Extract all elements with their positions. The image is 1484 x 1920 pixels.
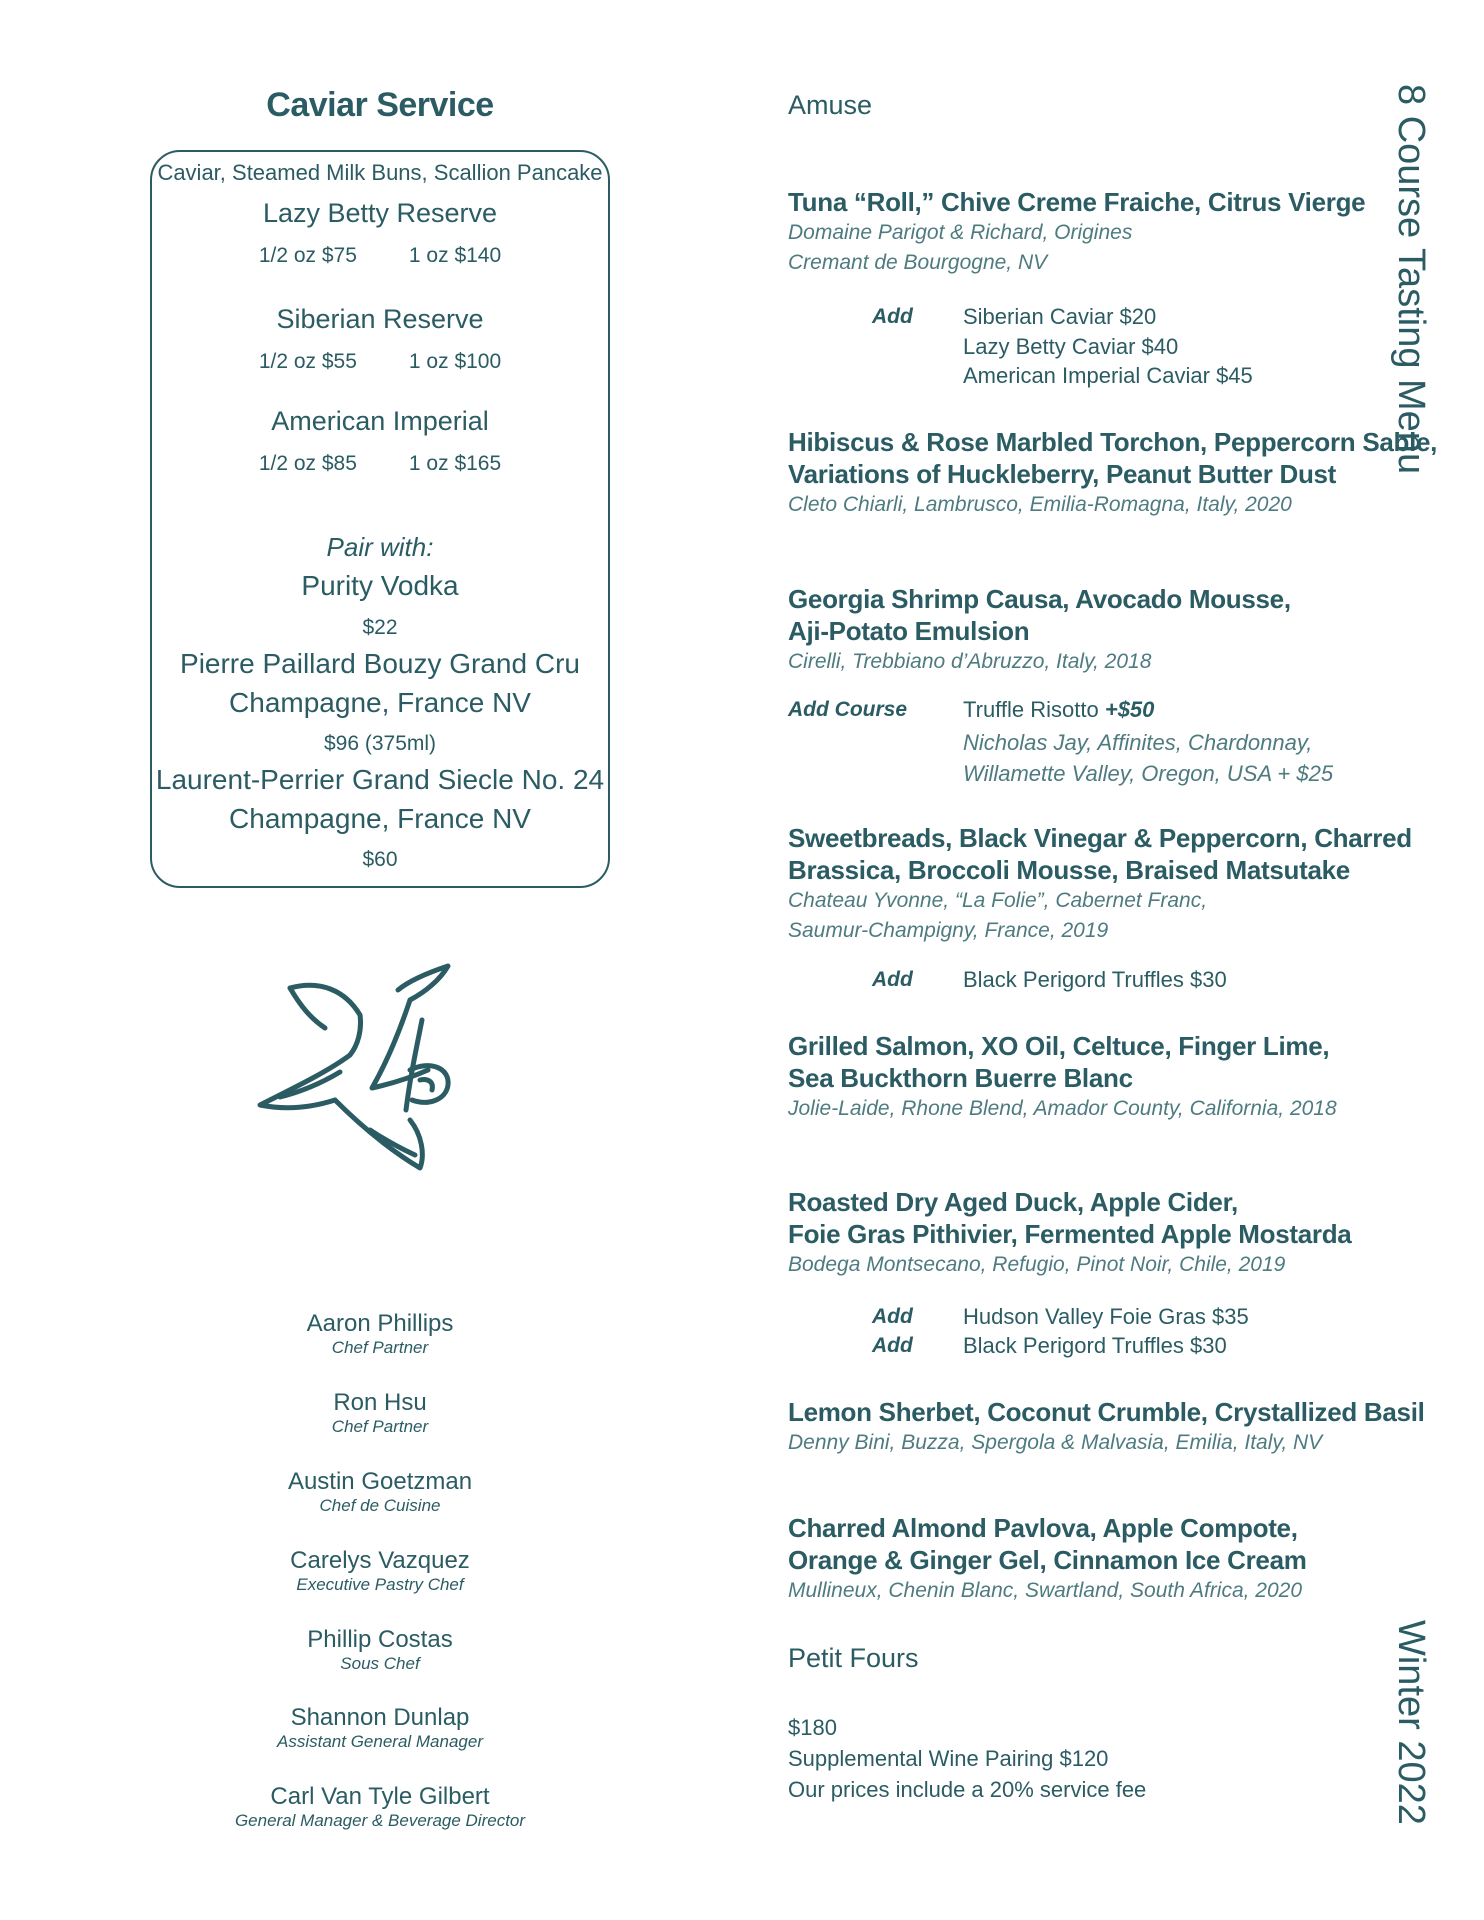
staff-role: Sous Chef bbox=[340, 1654, 420, 1673]
caviar-service-box bbox=[150, 150, 610, 888]
wine-pairing: Saumur-Champigny, France, 2019 bbox=[788, 919, 1109, 942]
course-item bbox=[788, 1512, 1307, 1606]
add-course-wine-line: Nicholas Jay, Affinites, Chardonnay, bbox=[963, 730, 1313, 755]
caviar-half-price: 1/2 oz $85 bbox=[258, 452, 357, 475]
course-item bbox=[788, 426, 1437, 520]
wine-pairing: Domaine Parigot & Richard, Origines bbox=[788, 221, 1133, 244]
pairing-name: Pierre Paillard Bouzy Grand Cru bbox=[180, 648, 580, 679]
wine-pairing: Cirelli, Trebbiano d’Abruzzo, Italy, 2018 bbox=[788, 650, 1152, 673]
dish-name: Sweetbreads, Black Vinegar & Peppercorn, Charred bbox=[788, 823, 1412, 853]
add-label: Add bbox=[872, 305, 913, 328]
caviar-service-title: Caviar Service bbox=[266, 86, 494, 124]
add-on-item: Lazy Betty Caviar $40 bbox=[963, 334, 1179, 359]
dish-name: Grilled Salmon, XO Oil, Celtuce, Finger Lime, bbox=[788, 1031, 1330, 1061]
caviar-item-name: Lazy Betty Reserve bbox=[262, 198, 498, 228]
caviar-half-price: 1/2 oz $55 bbox=[258, 350, 357, 373]
staff-name: Austin Goetzman bbox=[287, 1468, 473, 1495]
course-item bbox=[788, 822, 1412, 946]
wine-pairing: Cleto Chiarli, Lambrusco, Emilia-Romagna, Italy, 2020 bbox=[788, 493, 1292, 516]
staff-entry bbox=[150, 1389, 610, 1437]
dish-name: Aji-Potato Emulsion bbox=[788, 616, 1030, 646]
wine-pairing: Bodega Montsecano, Refugio, Pinot Noir, Chile, 2019 bbox=[788, 1253, 1286, 1276]
staff-role: Chef Partner bbox=[331, 1338, 429, 1357]
staff-name: Phillip Costas bbox=[307, 1626, 453, 1653]
add-on-item: Black Perigord Truffles $30 bbox=[963, 1333, 1227, 1358]
dove-lb-monogram-icon bbox=[250, 960, 512, 1185]
menu-price: $180 bbox=[788, 1715, 837, 1740]
add-course-item bbox=[963, 695, 1154, 725]
add-label: Add bbox=[872, 1334, 913, 1357]
staff-entry bbox=[150, 1547, 610, 1595]
pair-with-label: Pair with: bbox=[326, 532, 434, 562]
amuse-heading: Amuse bbox=[788, 90, 873, 120]
add-label: Add bbox=[872, 1305, 913, 1328]
pairing-region: Champagne, France NV bbox=[229, 687, 531, 718]
add-course-price: +$50 bbox=[1104, 697, 1155, 722]
dish-name: Brassica, Broccoli Mousse, Braised Matsutake bbox=[788, 855, 1350, 885]
staff-entry bbox=[150, 1310, 610, 1358]
tasting-menu-side-title: 8 Course Tasting Menu bbox=[1390, 84, 1432, 475]
staff-role: Chef Partner bbox=[331, 1417, 429, 1436]
add-course-name: Truffle Risotto bbox=[963, 697, 1099, 722]
pairing-region: Champagne, France NV bbox=[229, 803, 531, 834]
staff-name: Shannon Dunlap bbox=[290, 1704, 470, 1731]
add-on-item: American Imperial Caviar $45 bbox=[963, 363, 1253, 388]
caviar-full-price: 1 oz $165 bbox=[408, 452, 502, 475]
caviar-half-price: 1/2 oz $75 bbox=[258, 244, 357, 267]
caviar-item-prices bbox=[152, 244, 608, 268]
pairing-name: Purity Vodka bbox=[301, 570, 459, 601]
dish-name: Charred Almond Pavlova, Apple Compote, bbox=[788, 1513, 1298, 1543]
dish-name: Lemon Sherbet, Coconut Crumble, Crystallized Basil bbox=[788, 1397, 1425, 1427]
add-course-label: Add Course bbox=[788, 698, 908, 721]
add-course-wine-line: Willamette Valley, Oregon, USA + $25 bbox=[963, 761, 1334, 786]
add-course-wine bbox=[963, 728, 1312, 758]
staff-entry bbox=[150, 1626, 610, 1674]
add-on-item: Hudson Valley Foie Gras $35 bbox=[963, 1304, 1249, 1329]
wine-pairing: Cremant de Bourgogne, NV bbox=[788, 251, 1048, 274]
staff-role: Executive Pastry Chef bbox=[296, 1575, 464, 1594]
add-label: Add bbox=[872, 968, 913, 991]
staff-entry bbox=[150, 1783, 610, 1831]
course-item bbox=[788, 1396, 1425, 1458]
dish-name: Foie Gras Pithivier, Fermented Apple Mostarda bbox=[788, 1219, 1352, 1249]
petit-fours-heading: Petit Fours bbox=[788, 1643, 919, 1673]
staff-role: Assistant General Manager bbox=[277, 1732, 483, 1751]
add-course-wine bbox=[963, 759, 1333, 789]
caviar-full-price: 1 oz $100 bbox=[408, 350, 502, 373]
add-on-item: Black Perigord Truffles $30 bbox=[963, 967, 1227, 992]
season-side-title: Winter 2022 bbox=[1390, 1620, 1432, 1825]
course-item bbox=[788, 1186, 1351, 1280]
staff-name: Carelys Vazquez bbox=[290, 1547, 470, 1574]
add-on-item: Siberian Caviar $20 bbox=[963, 304, 1157, 329]
dish-name: Orange & Ginger Gel, Cinnamon Ice Cream bbox=[788, 1545, 1307, 1575]
wine-pairing: Jolie-Laide, Rhone Blend, Amador County, California, 2018 bbox=[788, 1097, 1337, 1120]
staff-role: Chef de Cuisine bbox=[319, 1496, 441, 1515]
caviar-subtitle: Caviar, Steamed Milk Buns, Scallion Pancake bbox=[157, 160, 603, 185]
dish-name: Sea Buckthorn Buerre Blanc bbox=[788, 1063, 1133, 1093]
course-item bbox=[788, 583, 1291, 677]
wine-pairing-price: Supplemental Wine Pairing $120 bbox=[788, 1746, 1109, 1771]
course-item bbox=[788, 1030, 1337, 1124]
staff-name: Ron Hsu bbox=[333, 1389, 427, 1416]
service-fee-note: Our prices include a 20% service fee bbox=[788, 1777, 1147, 1802]
caviar-item-name: American Imperial bbox=[271, 406, 489, 436]
pairing-name: Laurent-Perrier Grand Siecle No. 24 bbox=[155, 764, 605, 795]
dish-name: Hibiscus & Rose Marbled Torchon, Peppercorn Sable, bbox=[788, 427, 1438, 457]
caviar-full-price: 1 oz $140 bbox=[408, 244, 502, 267]
staff-entry bbox=[150, 1704, 610, 1752]
caviar-item-prices bbox=[152, 350, 608, 374]
pairing-price: $96 (375ml) bbox=[323, 732, 437, 755]
dish-name: Roasted Dry Aged Duck, Apple Cider, bbox=[788, 1187, 1238, 1217]
price-footer bbox=[788, 1712, 1146, 1805]
dish-name: Georgia Shrimp Causa, Avocado Mousse, bbox=[788, 584, 1291, 614]
staff-role: General Manager & Beverage Director bbox=[234, 1811, 526, 1830]
staff-entry bbox=[150, 1468, 610, 1516]
caviar-item-name: Siberian Reserve bbox=[276, 304, 484, 334]
staff-name: Carl Van Tyle Gilbert bbox=[270, 1783, 490, 1810]
staff-name: Aaron Phillips bbox=[306, 1310, 454, 1337]
course-item bbox=[788, 186, 1365, 278]
caviar-item-prices bbox=[152, 452, 608, 476]
dish-name: Variations of Huckleberry, Peanut Butter Dust bbox=[788, 459, 1337, 489]
pairing-price: $60 bbox=[362, 848, 398, 871]
pairing-price: $22 bbox=[362, 616, 398, 639]
wine-pairing: Mullineux, Chenin Blanc, Swartland, South Africa, 2020 bbox=[788, 1579, 1303, 1602]
dish-name: Tuna “Roll,” Chive Creme Fraiche, Citrus Vierge bbox=[788, 187, 1366, 217]
wine-pairing: Chateau Yvonne, “La Folie”, Cabernet Franc, bbox=[788, 889, 1208, 912]
wine-pairing: Denny Bini, Buzza, Spergola & Malvasia, Emilia, Italy, NV bbox=[788, 1431, 1323, 1454]
